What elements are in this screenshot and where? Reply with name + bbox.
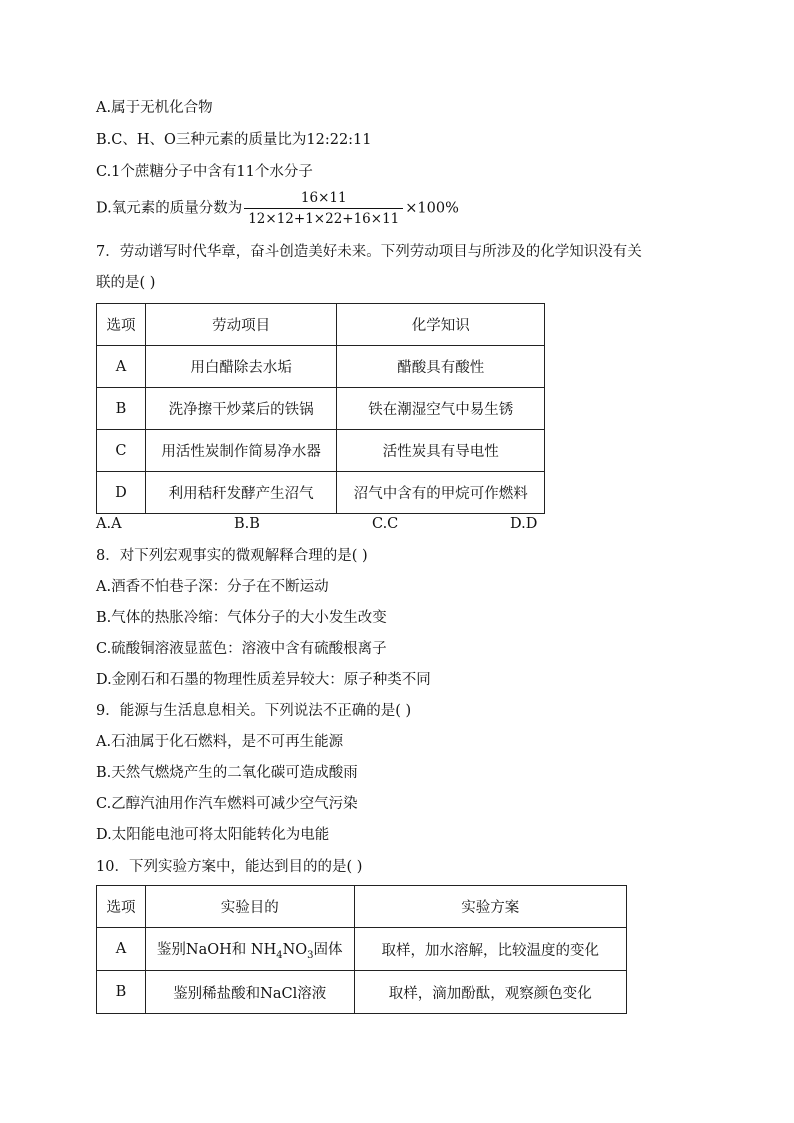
- table-row: [97, 472, 545, 514]
- table-row: [97, 388, 545, 430]
- cell-experiment-plan: 取样，滴加酚酞，观察颜色变化: [354, 971, 626, 1014]
- q8-option-d: D.金刚石和石墨的物理性质差异较大：原子种类不同: [96, 672, 431, 688]
- cell-option: D: [97, 472, 146, 514]
- purpose-text-prefix: 鉴别NaOH和 NH: [156, 941, 277, 958]
- q9-option-c: C.乙醇汽油用作汽车燃料可减少空气污染: [96, 796, 358, 812]
- cell-option: C: [97, 430, 146, 472]
- choice-a: A.A: [96, 516, 122, 532]
- q6-option-d-prefix: D.氧元素的质量分数为: [96, 200, 243, 217]
- q8-option-b: B.气体的热胀冷缩：气体分子的大小发生改变: [96, 610, 387, 626]
- header-option: 选项: [97, 304, 146, 346]
- table-row: [97, 971, 627, 1014]
- q9-option-b: B.天然气燃烧产生的二氧化碳可造成酸雨: [96, 765, 358, 781]
- table-header-row: [97, 886, 627, 928]
- cell-option: B: [97, 971, 146, 1014]
- q8-option-a: A.酒香不怕巷子深：分子在不断运动: [96, 579, 329, 595]
- cell-chem-knowledge: 铁在潮湿空气中易生锈: [337, 388, 545, 430]
- q10-stem: 10．下列实验方案中，能达到目的的是( ): [96, 859, 363, 875]
- q6-option-b: B.C、H、O三种元素的质量比为12:22:11: [96, 132, 372, 148]
- header-chem-knowledge: 化学知识: [337, 304, 545, 346]
- q6-option-d: [96, 190, 459, 227]
- formula-denominator: 12×12+1×22+16×11: [244, 208, 403, 227]
- subscript-3: 3: [307, 949, 314, 961]
- header-labor-project: 劳动项目: [145, 304, 337, 346]
- cell-experiment-plan: 取样，加水溶解，比较温度的变化: [354, 928, 626, 971]
- q6-option-c: C.1个蔗糖分子中含有11个水分子: [96, 164, 313, 180]
- table-row: [97, 346, 545, 388]
- header-option: 选项: [97, 886, 146, 928]
- cell-labor-project: 利用秸秆发酵产生沼气: [145, 472, 337, 514]
- table-row: [97, 928, 627, 971]
- table-header-row: [97, 304, 545, 346]
- cell-option: A: [97, 928, 146, 971]
- q9-option-a: A.石油属于化石燃料，是不可再生能源: [96, 734, 344, 750]
- choice-d: D.D: [510, 516, 538, 532]
- cell-labor-project: 洗净擦干炒菜后的铁锅: [145, 388, 337, 430]
- cell-experiment-purpose: 鉴别稀盐酸和NaCl溶液: [145, 971, 354, 1014]
- cell-option: B: [97, 388, 146, 430]
- cell-chem-knowledge: 活性炭具有导电性: [337, 430, 545, 472]
- header-experiment-purpose: 实验目的: [145, 886, 354, 928]
- choice-c: C.C: [372, 516, 399, 532]
- cell-experiment-purpose: [145, 928, 354, 971]
- cell-chem-knowledge: 醋酸具有酸性: [337, 346, 545, 388]
- q7-stem-line2: 联的是( ): [96, 275, 156, 291]
- q6-option-d-suffix: ×100%: [405, 200, 459, 217]
- q10-table: [96, 885, 627, 1014]
- header-experiment-plan: 实验方案: [354, 886, 626, 928]
- q8-stem: 8．对下列宏观事实的微观解释合理的是( ): [96, 548, 368, 564]
- q9-option-d: D.太阳能电池可将太阳能转化为电能: [96, 827, 330, 843]
- purpose-text-suffix: 固体: [313, 941, 343, 958]
- q8-option-c: C.硫酸铜溶液显蓝色：溶液中含有硫酸根离子: [96, 641, 387, 657]
- mass-fraction-formula: [244, 190, 403, 227]
- formula-numerator: 16×11: [300, 190, 347, 206]
- cell-labor-project: 用白醋除去水垢: [145, 346, 337, 388]
- cell-labor-project: 用活性炭制作简易净水器: [145, 430, 337, 472]
- q7-stem-line1: 7．劳动谱写时代华章，奋斗创造美好未来。下列劳动项目与所涉及的化学知识没有关: [96, 244, 642, 260]
- cell-chem-knowledge: 沼气中含有的甲烷可作燃料: [337, 472, 545, 514]
- purpose-text-mid: NO: [282, 941, 308, 958]
- choice-b: B.B: [234, 516, 260, 532]
- q9-stem: 9．能源与生活息息相关。下列说法不正确的是( ): [96, 703, 412, 719]
- q7-table: [96, 303, 545, 514]
- cell-option: A: [97, 346, 146, 388]
- subscript-4: 4: [276, 949, 283, 961]
- table-row: [97, 430, 545, 472]
- q7-choices: [96, 516, 556, 534]
- q6-option-a: A.属于无机化合物: [96, 100, 213, 116]
